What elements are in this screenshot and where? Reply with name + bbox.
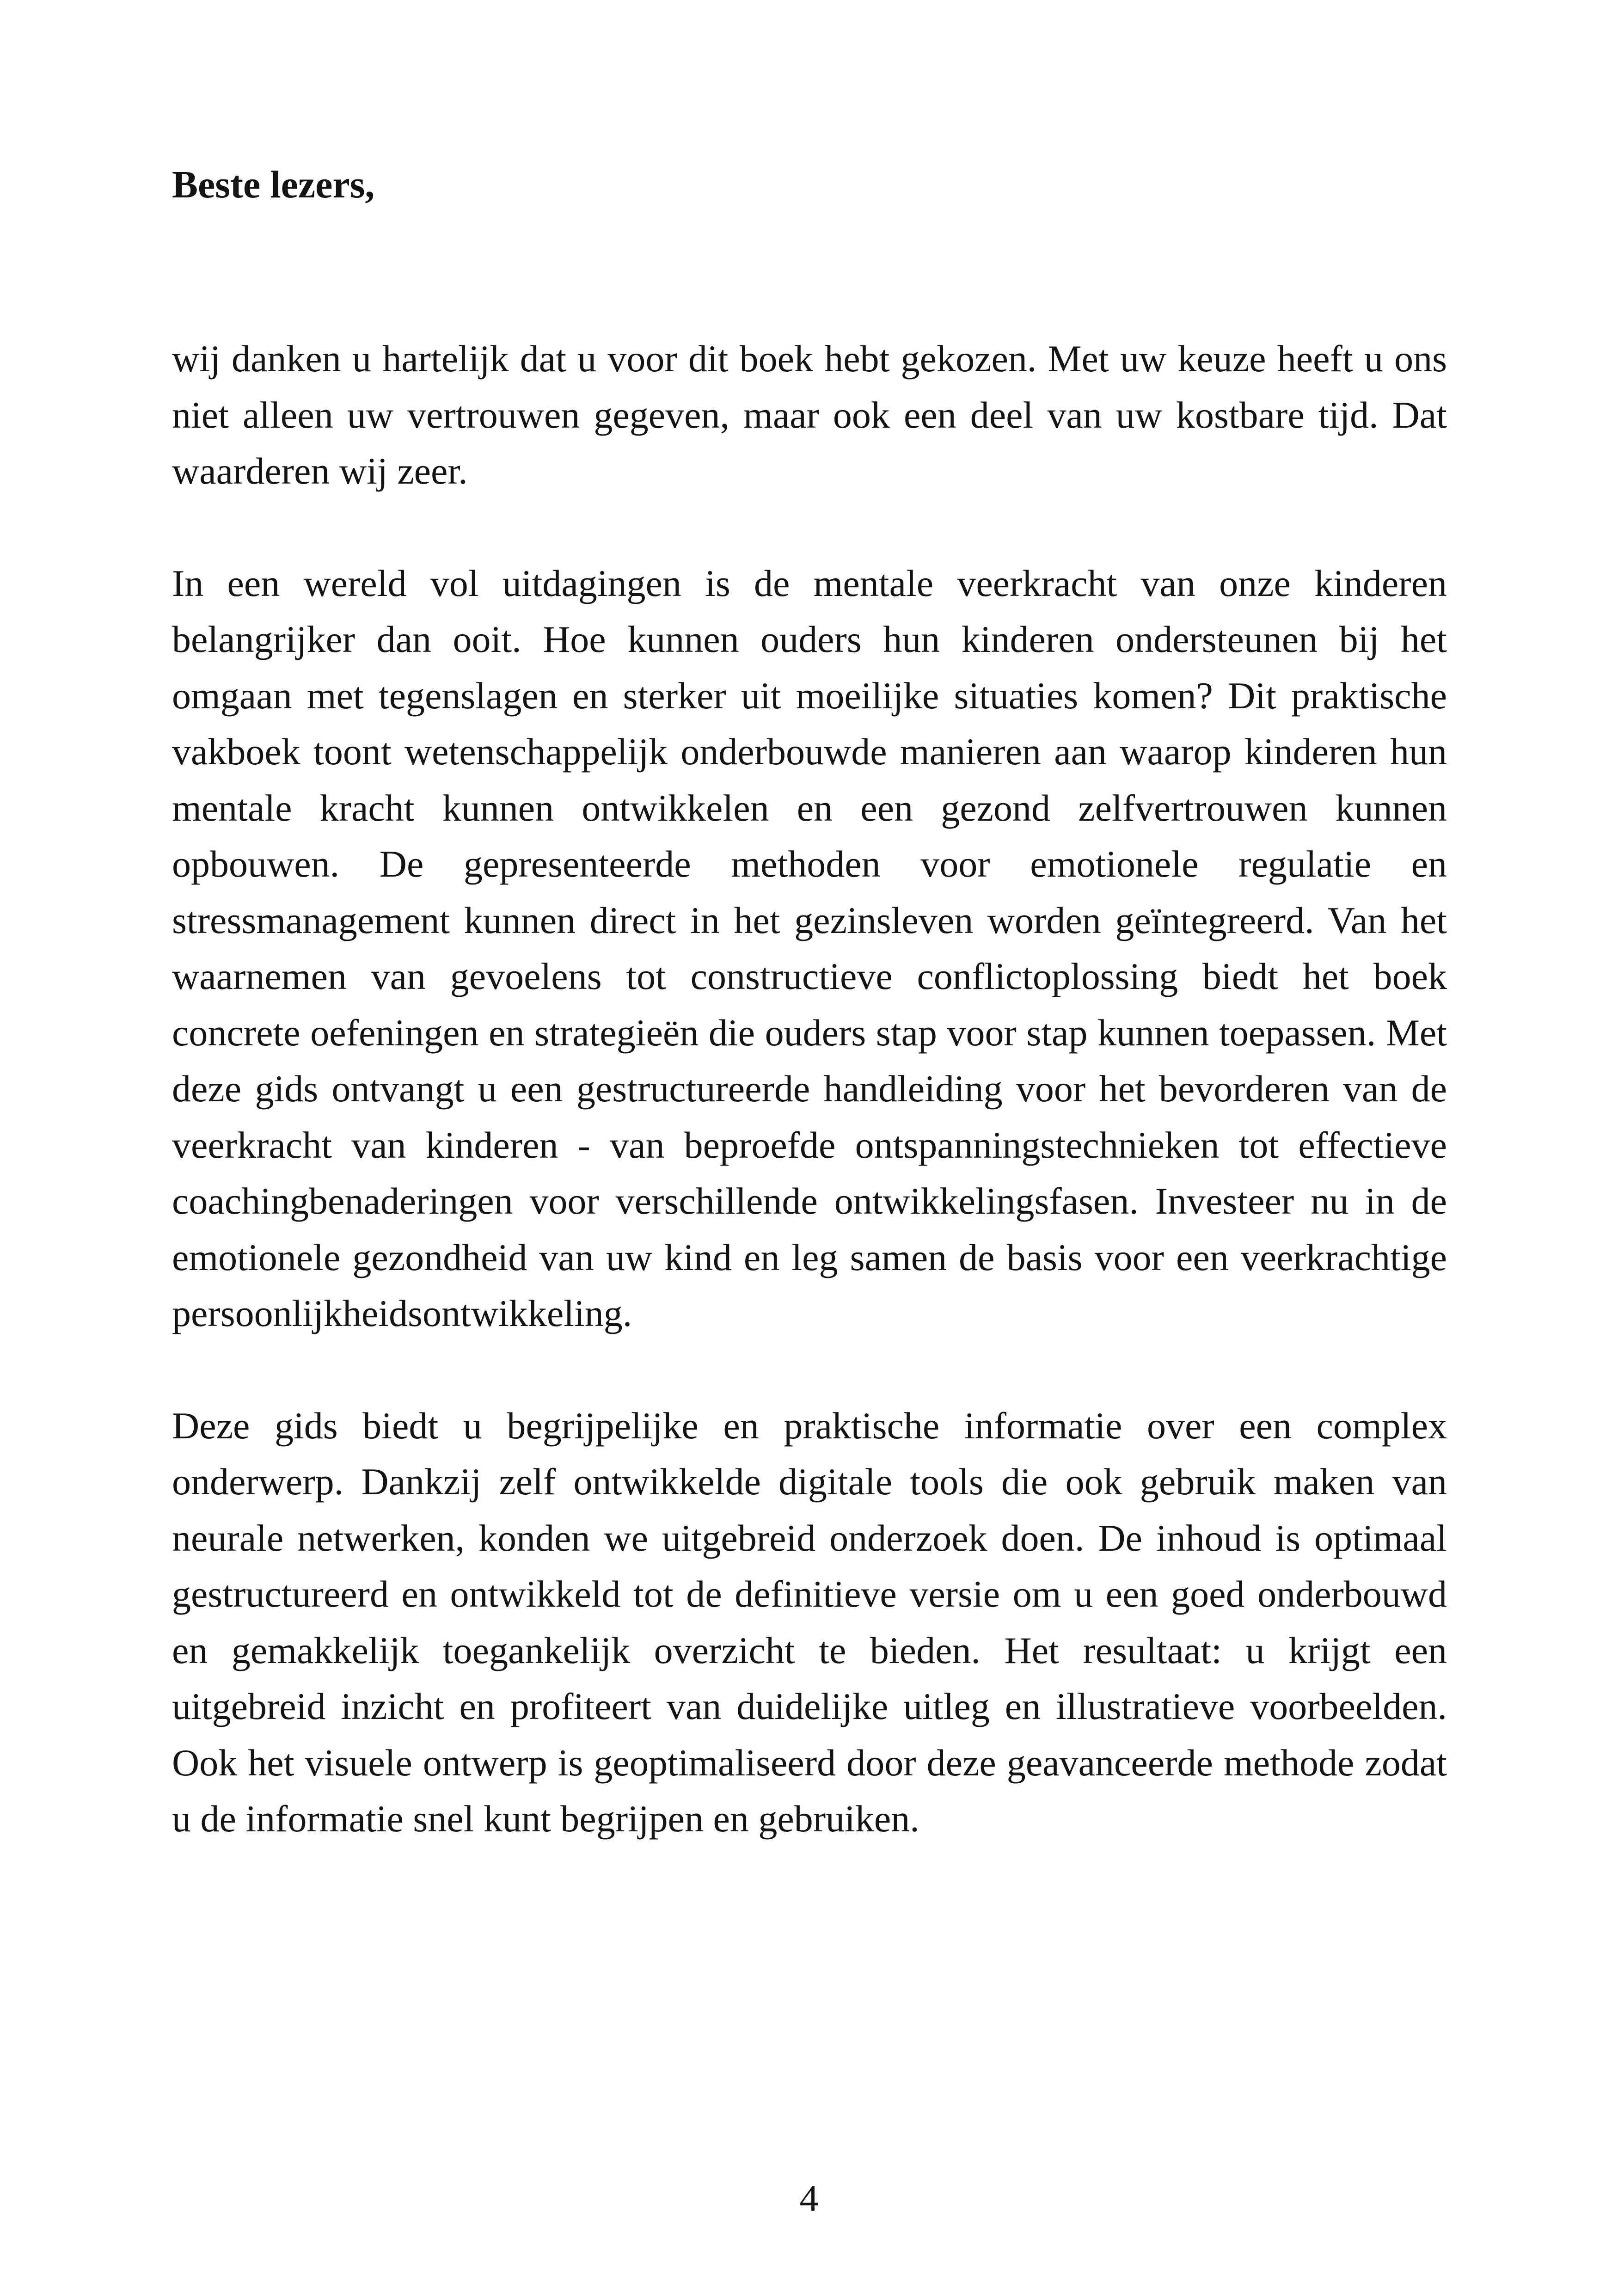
page-number: 4 [799,2177,819,2219]
paragraph-thanks: wij danken u hartelijk dat u voor dit boek hebt gekozen. Met uw keuze heeft u ons niet alleen uw vertrouwen gegeven, maar ook een deel van uw kostbare tijd. Dat waarderen wij zeer. [172,338,1447,492]
paragraph-book-description: In een wereld vol uitdagingen is de mentale veerkracht van onze kinderen belangrijker dan ooit. Hoe kunnen ouders hun kinderen ondersteunen bij het omgaan met tegenslagen en sterker uit moeilijke situaties komen? Dit praktische vakboek toont wetenschappelijk onderbouwde manieren aan waarop kinderen hun mentale kracht kunnen ontwikkelen en een gezond zelfvertrouwen kunnen opbouwen. De gepresenteerde methoden voor emotionele regulatie en stressmanagement kunnen direct in het gezinsleven worden geïntegreerd. Van het waarnemen van gevoelens tot constructieve conflictoplossing biedt het boek concrete oefeningen en strategieën die ouders stap voor stap kunnen toepassen. Met deze gids ontvangt u een gestructureerde handleiding voor het bevorderen van de veerkracht van kinderen - van beproefde ontspanningstechnieken tot effectieve coachingbenaderingen voor verschillende ontwikkelingsfasen. Investeer nu in de emotionele gezondheid van uw kind en leg samen de basis voor een veerkrachtige persoonlijkheidsontwikkeling. [172,562,1447,1334]
page-content [172,157,1447,1903]
paragraph-guide-info: Deze gids biedt u begrijpelijke en praktische informatie over een complex onderwerp. Dankzij zelf ontwikkelde digitale tools die ook gebruik maken van neurale netwerken, konden we uitgebreid onderzoek doen. De inhoud is optimaal gestructureerd en ontwikkeld tot de definitieve versie om u een goed onderbouwd en gemakkelijk toegankelijk overzicht te bieden. Het resultaat: u krijgt een uitgebreid inzicht en profiteert van duidelijke uitleg en illustratieve voorbeelden. Ook het visuele ontwerp is geoptimaliseerd door deze geavanceerde methode zodat u de informatie snel kunt begrijpen en gebruiken. [172,1404,1447,1840]
salutation-heading: Beste lezers, [172,163,375,206]
